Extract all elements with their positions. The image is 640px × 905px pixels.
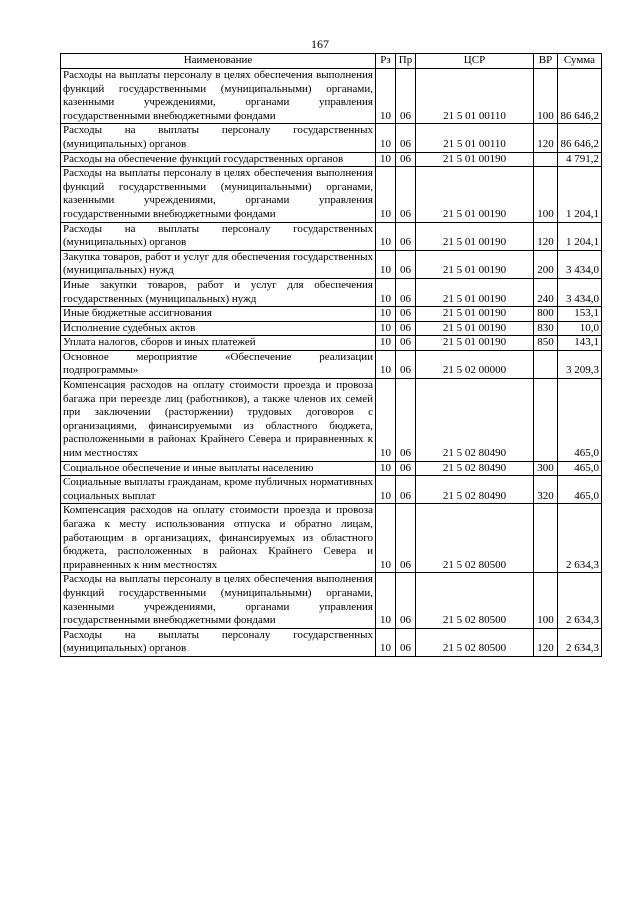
row-sum: 1 204,1 — [558, 167, 602, 222]
row-pr: 06 — [396, 222, 416, 250]
header-csr: ЦСР — [416, 54, 534, 69]
table-row — [61, 628, 602, 656]
row-name: Компенсация расходов на оплату стоимости проезда и провоза багажа при переезде лиц (работников), а также членов их семей при заключении (расторжении) трудовых договоров с организациями, финансируемыми из областного бюджета, расположенными в районах Крайнего Севера и приравненных к ним местностях — [61, 379, 376, 462]
row-name: Исполнение судебных актов — [61, 321, 376, 336]
row-name: Расходы на выплаты персоналу в целях обеспечения выполнения функций государственными (муниципальными) органами, казенными учреждениями, органами управления государственными внебюджетными фондами — [61, 167, 376, 222]
row-name: Расходы на выплаты персоналу государственных (муниципальных) органов — [61, 628, 376, 656]
table-row — [61, 350, 602, 378]
header-name: Наименование — [61, 54, 376, 69]
row-name: Иные бюджетные ассигнования — [61, 307, 376, 322]
header-sum: Сумма — [558, 54, 602, 69]
header-pr: Пр — [396, 54, 416, 69]
table-row — [61, 476, 602, 504]
row-csr: 21 5 01 00190 — [416, 167, 534, 222]
row-pr: 06 — [396, 379, 416, 462]
table-row — [61, 336, 602, 351]
row-rz: 10 — [376, 628, 396, 656]
row-rz: 10 — [376, 250, 396, 278]
row-vr: 320 — [534, 476, 558, 504]
row-pr: 06 — [396, 476, 416, 504]
header-vr: ВР — [534, 54, 558, 69]
row-name: Расходы на выплаты персоналу в целях обеспечения выполнения функций государственными (муниципальными) органами, казенными учреждениями, органами управления государственными внебюджетными фондами — [61, 573, 376, 628]
row-vr: 120 — [534, 124, 558, 152]
row-sum: 143,1 — [558, 336, 602, 351]
row-rz: 10 — [376, 167, 396, 222]
row-pr: 06 — [396, 573, 416, 628]
row-rz: 10 — [376, 69, 396, 124]
row-csr: 21 5 01 00190 — [416, 336, 534, 351]
row-vr: 830 — [534, 321, 558, 336]
row-sum: 2 634,3 — [558, 628, 602, 656]
row-vr — [534, 504, 558, 573]
table-row — [61, 250, 602, 278]
row-sum: 153,1 — [558, 307, 602, 322]
table-row — [61, 321, 602, 336]
row-csr: 21 5 01 00110 — [416, 124, 534, 152]
row-pr: 06 — [396, 350, 416, 378]
row-name: Расходы на выплаты персоналу государственных (муниципальных) органов — [61, 222, 376, 250]
row-csr: 21 5 02 80490 — [416, 379, 534, 462]
row-name: Социальные выплаты гражданам, кроме публичных нормативных социальных выплат — [61, 476, 376, 504]
row-rz: 10 — [376, 350, 396, 378]
row-vr: 120 — [534, 628, 558, 656]
row-pr: 06 — [396, 167, 416, 222]
row-name: Закупка товаров, работ и услуг для обеспечения государственных (муниципальных) нужд — [61, 250, 376, 278]
row-pr: 06 — [396, 124, 416, 152]
row-sum: 465,0 — [558, 476, 602, 504]
row-vr: 100 — [534, 69, 558, 124]
row-rz: 10 — [376, 321, 396, 336]
row-sum: 86 646,2 — [558, 124, 602, 152]
row-name: Социальное обеспечение и иные выплаты населению — [61, 461, 376, 476]
row-csr: 21 5 02 80500 — [416, 504, 534, 573]
row-vr: 200 — [534, 250, 558, 278]
row-vr: 850 — [534, 336, 558, 351]
table-row — [61, 222, 602, 250]
row-rz: 10 — [376, 476, 396, 504]
row-vr — [534, 350, 558, 378]
table-header-row — [61, 54, 602, 69]
row-csr: 21 5 01 00190 — [416, 307, 534, 322]
table-row — [61, 69, 602, 124]
row-rz: 10 — [376, 379, 396, 462]
row-sum: 465,0 — [558, 379, 602, 462]
row-csr: 21 5 01 00190 — [416, 250, 534, 278]
row-rz: 10 — [376, 573, 396, 628]
row-name: Расходы на выплаты персоналу государственных (муниципальных) органов — [61, 124, 376, 152]
page-number: 167 — [311, 37, 329, 51]
row-sum: 3 434,0 — [558, 250, 602, 278]
row-csr: 21 5 02 80490 — [416, 476, 534, 504]
row-csr: 21 5 02 80490 — [416, 461, 534, 476]
row-vr: 100 — [534, 167, 558, 222]
row-vr: 800 — [534, 307, 558, 322]
table-row — [61, 124, 602, 152]
row-csr: 21 5 02 80500 — [416, 573, 534, 628]
row-sum: 3 434,0 — [558, 278, 602, 306]
row-name: Уплата налогов, сборов и иных платежей — [61, 336, 376, 351]
row-rz: 10 — [376, 336, 396, 351]
row-csr: 21 5 01 00110 — [416, 69, 534, 124]
row-vr: 240 — [534, 278, 558, 306]
row-csr: 21 5 01 00190 — [416, 278, 534, 306]
table-row — [61, 504, 602, 573]
row-pr: 06 — [396, 278, 416, 306]
row-sum: 2 634,3 — [558, 573, 602, 628]
row-rz: 10 — [376, 278, 396, 306]
row-name: Иные закупки товаров, работ и услуг для обеспечения государственных (муниципальных) нужд — [61, 278, 376, 306]
row-sum: 4 791,2 — [558, 152, 602, 167]
table-row — [61, 152, 602, 167]
row-vr: 300 — [534, 461, 558, 476]
row-name: Компенсация расходов на оплату стоимости проезда и провоза багажа к месту использования отпуска и обратно лицам, работающим в организациях, финансируемых из областного бюджета, расположенных в районах Крайнего Севера и приравненных к ним местностях — [61, 504, 376, 573]
row-sum: 2 634,3 — [558, 504, 602, 573]
row-rz: 10 — [376, 461, 396, 476]
row-csr: 21 5 02 80500 — [416, 628, 534, 656]
row-rz: 10 — [376, 222, 396, 250]
row-sum: 1 204,1 — [558, 222, 602, 250]
table-row — [61, 167, 602, 222]
row-vr: 100 — [534, 573, 558, 628]
row-csr: 21 5 01 00190 — [416, 321, 534, 336]
row-name: Расходы на обеспечение функций государственных органов — [61, 152, 376, 167]
row-pr: 06 — [396, 504, 416, 573]
row-pr: 06 — [396, 336, 416, 351]
row-pr: 06 — [396, 152, 416, 167]
row-sum: 3 209,3 — [558, 350, 602, 378]
row-rz: 10 — [376, 504, 396, 573]
row-pr: 06 — [396, 628, 416, 656]
table-row — [61, 461, 602, 476]
row-csr: 21 5 01 00190 — [416, 152, 534, 167]
row-pr: 06 — [396, 250, 416, 278]
row-sum: 465,0 — [558, 461, 602, 476]
row-rz: 10 — [376, 124, 396, 152]
row-pr: 06 — [396, 69, 416, 124]
table-row — [61, 278, 602, 306]
row-name: Расходы на выплаты персоналу в целях обеспечения выполнения функций государственными (муниципальными) органами, казенными учреждениями, органами управления государственными внебюджетными фондами — [61, 69, 376, 124]
row-csr: 21 5 02 00000 — [416, 350, 534, 378]
row-pr: 06 — [396, 307, 416, 322]
row-vr — [534, 152, 558, 167]
row-sum: 10,0 — [558, 321, 602, 336]
row-vr — [534, 379, 558, 462]
row-vr: 120 — [534, 222, 558, 250]
row-name: Основное мероприятие «Обеспечение реализации подпрограммы» — [61, 350, 376, 378]
row-csr: 21 5 01 00190 — [416, 222, 534, 250]
row-pr: 06 — [396, 321, 416, 336]
row-rz: 10 — [376, 307, 396, 322]
row-rz: 10 — [376, 152, 396, 167]
row-pr: 06 — [396, 461, 416, 476]
table-row — [61, 307, 602, 322]
row-sum: 86 646,2 — [558, 69, 602, 124]
budget-table — [60, 53, 602, 657]
table-row — [61, 573, 602, 628]
table-row — [61, 379, 602, 462]
header-rz: Рз — [376, 54, 396, 69]
